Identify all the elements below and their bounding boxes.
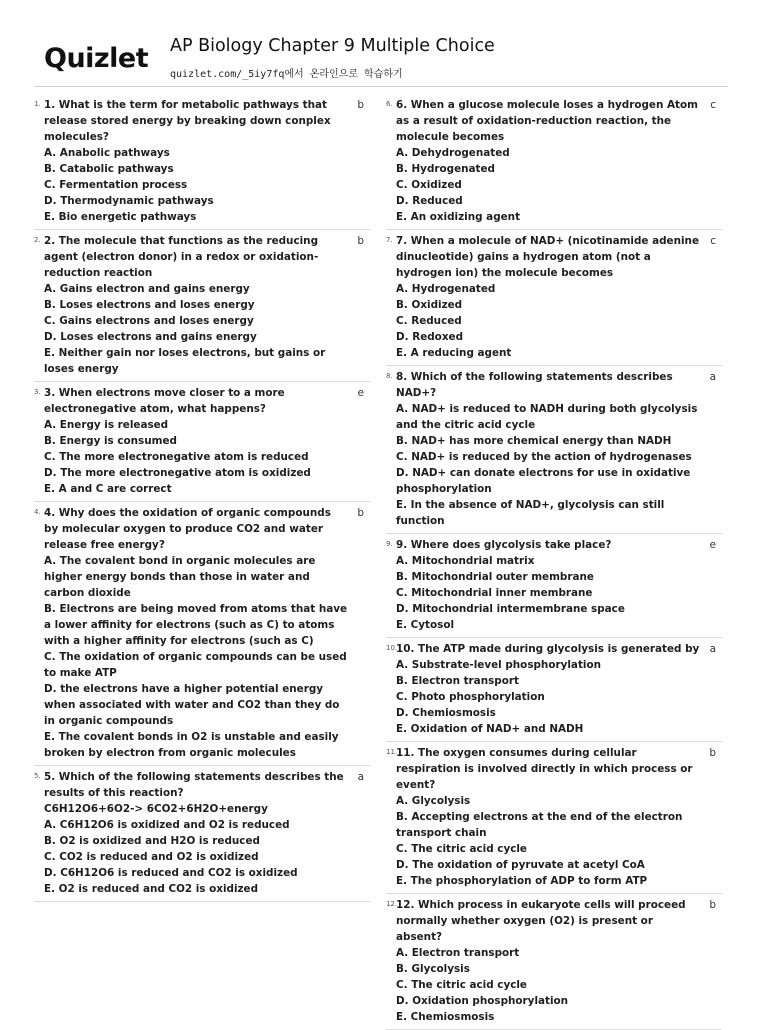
question-item xyxy=(34,766,370,902)
answer-key: b xyxy=(357,507,364,519)
answer-option: D. Loses electrons and gains energy xyxy=(44,331,257,343)
question-item xyxy=(34,94,370,230)
answer-option: C. The oxidation of organic compounds can be used to make ATP xyxy=(44,651,347,679)
question-item xyxy=(386,742,722,894)
answer-option: A. Hydrogenated xyxy=(396,283,496,295)
question-item xyxy=(34,230,370,382)
answer-option: E. Chemiosmosis xyxy=(396,1011,495,1023)
question-number: 5. xyxy=(34,772,41,780)
answer-option: D. The oxidation of pyruvate at acetyl CoA xyxy=(396,859,645,871)
answer-option: A. Glycolysis xyxy=(396,795,471,807)
question-number: 3. xyxy=(34,388,41,396)
question-item xyxy=(386,230,722,366)
answer-option: D. the electrons have a higher potential energy when associated with water and CO2 than they do in organic compounds xyxy=(44,683,340,727)
answer-option: A. C6H12O6 is oxidized and O2 is reduced xyxy=(44,819,290,831)
header-divider xyxy=(34,86,728,87)
answer-option: A. Substrate-level phosphorylation xyxy=(396,659,602,671)
answer-option: C. Oxidized xyxy=(396,179,462,191)
question-number: 10. xyxy=(386,644,398,652)
source-link[interactable]: quizlet.com/_5iy7fq에서 온라인으로 학습하기 xyxy=(170,69,403,80)
answer-option: A. NAD+ is reduced to NADH during both glycolysis and the citric acid cycle xyxy=(396,403,698,431)
answer-key: e xyxy=(357,387,364,399)
answer-option: C. The citric acid cycle xyxy=(396,979,527,991)
question-text: 10. The ATP made during glycolysis is generated by xyxy=(396,643,700,655)
answer-option: B. Electrons are being moved from atoms that have a lower affinity for electrons (such as C) to atoms with a higher affinity for electrons (such as C) xyxy=(44,603,348,647)
answer-option: D. Thermodynamic pathways xyxy=(44,195,214,207)
answer-option: D. C6H12O6 is reduced and CO2 is oxidized xyxy=(44,867,298,879)
answer-option: A. Gains electron and gains energy xyxy=(44,283,250,295)
answer-option: B. Glycolysis xyxy=(396,963,470,975)
answer-option: A. The covalent bond in organic molecules are higher energy bonds than those in water and carbon dioxide xyxy=(44,555,316,599)
answer-option: C. Reduced xyxy=(396,315,462,327)
answer-key: e xyxy=(709,539,716,551)
answer-option: C. NAD+ is reduced by the action of hydrogenases xyxy=(396,451,692,463)
answer-option: E. O2 is reduced and CO2 is oxidized xyxy=(44,883,259,895)
answer-option: C. CO2 is reduced and O2 is oxidized xyxy=(44,851,259,863)
answer-option: A. Dehydrogenated xyxy=(396,147,510,159)
question-text: 6. When a glucose molecule loses a hydrogen Atom as a result of oxidation-reduction reaction, the molecule becomes xyxy=(396,99,698,143)
answer-option: B. O2 is oxidized and H2O is reduced xyxy=(44,835,260,847)
answer-option: D. NAD+ can donate electrons for use in oxidative phosphorylation xyxy=(396,467,691,495)
answer-key: c xyxy=(710,99,716,111)
answer-option: D. Oxidation phosphorylation xyxy=(396,995,569,1007)
answer-key: b xyxy=(357,235,364,247)
question-text: 1. What is the term for metabolic pathways that release stored energy by breaking down conplex molecules? xyxy=(44,99,331,143)
answer-option: E. Neither gain nor loses electrons, but gains or loses energy xyxy=(44,347,326,375)
answer-option: B. Catabolic pathways xyxy=(44,163,174,175)
question-number: 8. xyxy=(386,372,393,380)
question-number: 4. xyxy=(34,508,41,516)
answer-key: c xyxy=(710,235,716,247)
answer-option: D. Redoxed xyxy=(396,331,464,343)
question-number: 12. xyxy=(386,900,398,908)
answer-option: B. Hydrogenated xyxy=(396,163,496,175)
question-number: 7. xyxy=(386,236,393,244)
header xyxy=(44,36,728,88)
answer-option: B. Mitochondrial outer membrane xyxy=(396,571,594,583)
question-item xyxy=(386,534,722,638)
question-number: 1. xyxy=(34,100,41,108)
answer-option: A. Anabolic pathways xyxy=(44,147,170,159)
answer-option: E. The phosphorylation of ADP to form ATP xyxy=(396,875,648,887)
question-text: 4. Why does the oxidation of organic compounds by molecular oxygen to produce CO2 and water release free energy? xyxy=(44,507,331,551)
answer-option: E. Cytosol xyxy=(396,619,455,631)
question-text: 11. The oxygen consumes during cellular respiration is involved directly in which process or event? xyxy=(396,747,693,791)
answer-option: D. Reduced xyxy=(396,195,463,207)
question-number: 6. xyxy=(386,100,393,108)
answer-option: A. Mitochondrial matrix xyxy=(396,555,535,567)
question-text: 5. Which of the following statements describes the results of this reaction? xyxy=(44,771,344,799)
answer-option: C. Fermentation process xyxy=(44,179,188,191)
answer-option: D. Mitochondrial intermembrane space xyxy=(396,603,625,615)
question-item xyxy=(386,638,722,742)
answer-key: b xyxy=(709,747,716,759)
answer-option: C. The citric acid cycle xyxy=(396,843,527,855)
answer-option: E. A reducing agent xyxy=(396,347,512,359)
question-item xyxy=(386,94,722,230)
page-title: AP Biology Chapter 9 Multiple Choice xyxy=(170,36,495,56)
question-column-right xyxy=(386,94,722,1030)
question-text: 7. When a molecule of NAD+ (nicotinamide adenine dinucleotide) gains a hydrogen atom (not a hydrogen ion) the molecule becomes xyxy=(396,235,699,279)
question-text: 2. The molecule that functions as the reducing agent (electron donor) in a redox or oxidation-reduction reaction xyxy=(44,235,319,279)
answer-option: A. Energy is released xyxy=(44,419,169,431)
quizlet-logo[interactable]: Quizlet xyxy=(44,43,149,74)
question-number: 11. xyxy=(386,748,398,756)
answer-option: E. In the absence of NAD+, glycolysis can still function xyxy=(396,499,665,527)
answer-key: b xyxy=(709,899,716,911)
answer-option: B. Accepting electrons at the end of the electron transport chain xyxy=(396,811,683,839)
answer-option: E. A and C are correct xyxy=(44,483,172,495)
answer-option: E. Bio energetic pathways xyxy=(44,211,197,223)
answer-option: E. An oxidizing agent xyxy=(396,211,521,223)
question-item xyxy=(34,382,370,502)
question-item xyxy=(34,502,370,766)
question-item xyxy=(386,894,722,1030)
question-number: 2. xyxy=(34,236,41,244)
answer-option: D. The more electronegative atom is oxidized xyxy=(44,467,311,479)
question-text: 12. Which process in eukaryote cells will proceed normally whether oxygen (O2) is present or absent? xyxy=(396,899,686,943)
answer-option: B. Loses electrons and loses energy xyxy=(44,299,255,311)
answer-option: C6H12O6+6O2-> 6CO2+6H2O+energy xyxy=(44,803,268,815)
answer-option: A. Electron transport xyxy=(396,947,520,959)
answer-option: C. Photo phosphorylation xyxy=(396,691,545,703)
answer-key: b xyxy=(357,99,364,111)
question-item xyxy=(386,366,722,534)
answer-option: B. Oxidized xyxy=(396,299,463,311)
answer-option: C. The more electronegative atom is reduced xyxy=(44,451,309,463)
answer-key: a xyxy=(709,643,716,655)
answer-key: a xyxy=(709,371,716,383)
answer-option: D. Chemiosmosis xyxy=(396,707,496,719)
answer-option: E. The covalent bonds in O2 is unstable and easily broken by electron from organic molecules xyxy=(44,731,339,759)
answer-option: B. Energy is consumed xyxy=(44,435,177,447)
question-number: 9. xyxy=(386,540,393,548)
answer-option: C. Gains electrons and loses energy xyxy=(44,315,254,327)
answer-option: B. NAD+ has more chemical energy than NADH xyxy=(396,435,672,447)
question-text: 8. Which of the following statements describes NAD+? xyxy=(396,371,673,399)
answer-option: B. Electron transport xyxy=(396,675,519,687)
answer-option: E. Oxidation of NAD+ and NADH xyxy=(396,723,584,735)
answer-key: a xyxy=(357,771,364,783)
answer-option: C. Mitochondrial inner membrane xyxy=(396,587,593,599)
question-text: 9. Where does glycolysis take place? xyxy=(396,539,612,551)
question-text: 3. When electrons move closer to a more electronegative atom, what happens? xyxy=(44,387,285,415)
question-column-left xyxy=(34,94,370,902)
